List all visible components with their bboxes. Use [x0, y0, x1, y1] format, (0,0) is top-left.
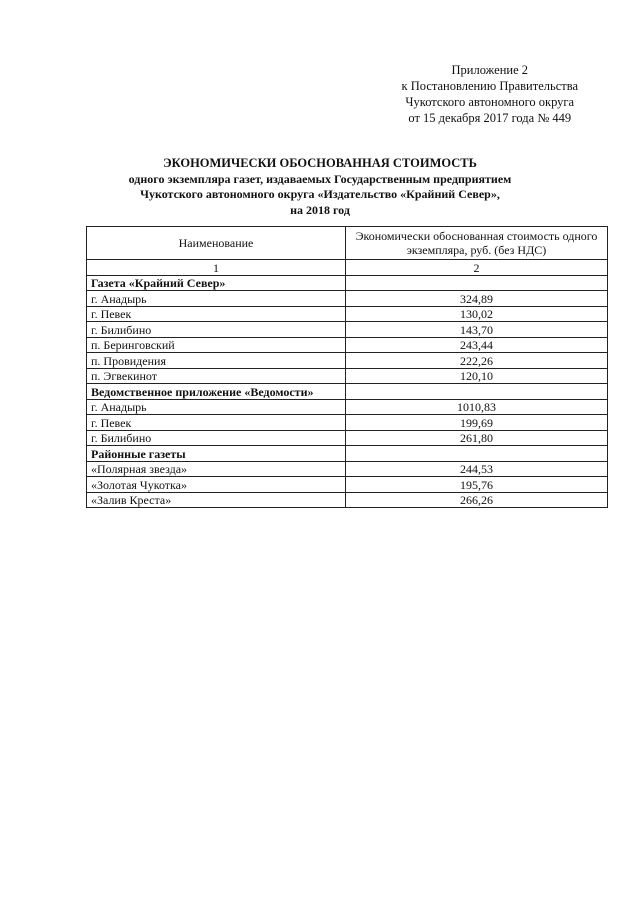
appendix-reference	[402, 62, 578, 126]
appendix-number: Приложение 2	[451, 63, 528, 77]
row-name: г. Певек	[87, 306, 346, 322]
column-number-2: 2	[346, 260, 608, 276]
section-title: Ведомственное приложение «Ведомости»	[87, 384, 346, 400]
table-row	[87, 291, 608, 307]
section-row	[87, 446, 608, 462]
section-value-empty	[346, 384, 608, 400]
title-line-2: одного экземпляра газет, издаваемых Государственным предприятием	[128, 171, 512, 186]
table-row	[87, 322, 608, 338]
row-value: 261,80	[346, 430, 608, 446]
row-name: г. Анадырь	[87, 291, 346, 307]
table-row	[87, 461, 608, 477]
header-name: Наименование	[87, 227, 346, 260]
table-row	[87, 492, 608, 508]
row-name: п. Провидения	[87, 353, 346, 369]
row-name: «Золотая Чукотка»	[87, 477, 346, 493]
row-name: п. Беринговский	[87, 337, 346, 353]
row-name: г. Билибино	[87, 322, 346, 338]
section-title: Газета «Крайний Север»	[87, 275, 346, 291]
appendix-date: от 15 декабря 2017 года № 449	[408, 111, 572, 125]
title-main: ЭКОНОМИЧЕСКИ ОБОСНОВАННАЯ СТОИМОСТЬ	[163, 156, 477, 170]
section-value-empty	[346, 275, 608, 291]
title-line-4: на 2018 год	[290, 202, 350, 217]
table-row	[87, 368, 608, 384]
cost-table	[86, 226, 608, 508]
row-name: п. Эгвекинот	[87, 368, 346, 384]
row-value: 195,76	[346, 477, 608, 493]
column-number-row	[87, 260, 608, 276]
row-value: 1010,83	[346, 399, 608, 415]
row-value: 266,26	[346, 492, 608, 508]
row-name: «Полярная звезда»	[87, 461, 346, 477]
table-row	[87, 415, 608, 431]
row-name: г. Певек	[87, 415, 346, 431]
row-value: 120,10	[346, 368, 608, 384]
header-value: Экономически обоснованная стоимость одного экземпляра, руб. (без НДС)	[346, 227, 608, 260]
section-row	[87, 275, 608, 291]
row-value: 199,69	[346, 415, 608, 431]
row-name: г. Билибино	[87, 430, 346, 446]
section-value-empty	[346, 446, 608, 462]
row-value: 324,89	[346, 291, 608, 307]
row-value: 130,02	[346, 306, 608, 322]
row-value: 222,26	[346, 353, 608, 369]
table-row	[87, 477, 608, 493]
table-row	[87, 337, 608, 353]
section-row	[87, 384, 608, 400]
row-name: г. Анадырь	[87, 399, 346, 415]
document-title	[0, 156, 640, 218]
title-line-3: Чукотского автономного округа «Издательство «Крайний Север»,	[140, 187, 500, 201]
appendix-region: Чукотского автономного округа	[405, 95, 575, 109]
table-row	[87, 430, 608, 446]
table-row	[87, 353, 608, 369]
appendix-resolution: к Постановлению Правительства	[401, 79, 578, 93]
column-number-1: 1	[87, 260, 346, 276]
row-value: 244,53	[346, 461, 608, 477]
section-title: Районные газеты	[87, 446, 346, 462]
table-header-row	[87, 227, 608, 260]
table-row	[87, 306, 608, 322]
row-value: 243,44	[346, 337, 608, 353]
row-name: «Залив Креста»	[87, 492, 346, 508]
table-row	[87, 399, 608, 415]
row-value: 143,70	[346, 322, 608, 338]
